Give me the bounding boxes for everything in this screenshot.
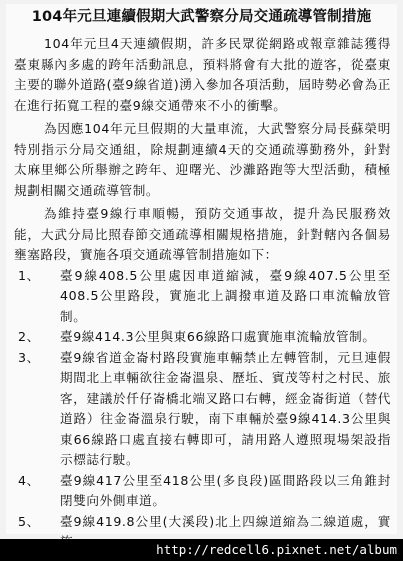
item-number: 2、 bbox=[18, 329, 40, 344]
document-page bbox=[6, 4, 397, 534]
item-number: 1、 bbox=[18, 267, 40, 283]
item-number: 3、 bbox=[18, 349, 40, 365]
document-title: 104年元旦連續假期大武警察分局交通疏導管制措施 bbox=[31, 9, 372, 25]
item-text: 臺9線419.8公里(大溪段)北上四線道縮為二線道處，實 bbox=[60, 513, 391, 529]
list-item bbox=[18, 266, 391, 328]
watermark-url: http://redcell6.pixnet.net/album bbox=[0, 539, 403, 561]
paragraph-2: 為因應104年元旦假期的大量車流，大武警察分局長蘇榮明特別指示分局交通組，除規劃連續4天的交通疏導勤務外，針對太麻里鄉公所舉辦之跨年、迎曙光、沙灘路跑等大型活動，積極規劃相關交通疏導管制。 bbox=[14, 121, 391, 198]
item-number: 5、 bbox=[18, 513, 40, 529]
paragraph-3: 為維持臺9線行車順暢，預防交通事故，提升為民服務效能，大武分局比照春節交通疏導相關規格措施，針對轄內各個易壅塞路段，實施各項交通疏導管制措施如下： bbox=[14, 206, 391, 262]
list-item bbox=[18, 471, 391, 512]
list-item bbox=[18, 327, 391, 348]
measures-list bbox=[6, 266, 397, 553]
paragraph-1: 104年元旦4天連續假期，許多民眾從網路或報章雜誌獲得臺東縣內多處的跨年活動訊息，預料將會有大批的遊客，從臺東主要的聯外道路(臺9線省道)湧入參加各項活動，屆時勢必會為正在進行拓寬工程的臺9線交通帶來不小的衝擊。 bbox=[14, 36, 391, 113]
item-text: 臺9線414.3公里與東66線路口處實施車流輪放管制。 bbox=[60, 329, 376, 344]
list-item bbox=[18, 348, 391, 471]
item-text: 臺9線省道金崙村路段實施車輛禁止左轉管制，元旦連假期間北上車輛欲往金崙溫泉、歷坵、賓茂等村之村民、旅客，建議於仟仔崙橋北端叉路口右轉，經金崙街道（替代道路）往金崙溫泉行駛，南下車輛於臺9線414.3公里與東66線路口處直接右轉即可，請用路人遵照現場架設指示標誌行駛。 bbox=[60, 349, 391, 467]
item-number: 4、 bbox=[18, 472, 40, 488]
item-text: 臺9線408.5公里處因車道縮減，臺9線407.5公里至408.5公里路段，實施北上調撥車道及路口車流輪放管制。 bbox=[60, 267, 391, 324]
item-text: 臺9線417公里至418公里(多良段)區間路段以三角錐封閉雙向外側車道。 bbox=[60, 472, 391, 508]
